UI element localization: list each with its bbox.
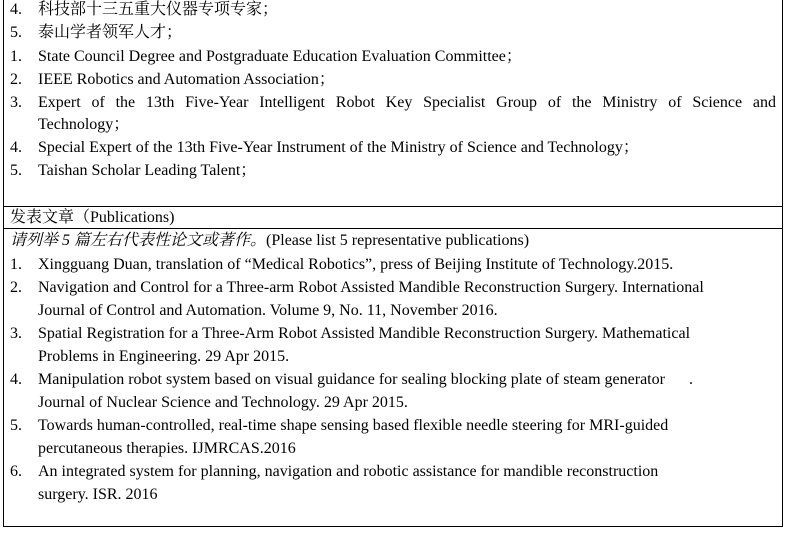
item-text: State Council Degree and Postgraduate Education Evaluation Committee； <box>38 48 522 65</box>
item-number: 4. <box>10 1 22 18</box>
item-text: Spatial Registration for a Three-Arm Robot Assisted Mandible Reconstruction Surgery. Mathematical <box>38 325 691 342</box>
instruction-en: (Please list 5 representative publications) <box>266 232 530 249</box>
item-text: An integrated system for planning, navigation and robotic assistance for mandible reconstruction <box>38 463 659 480</box>
instruction <box>10 230 529 252</box>
item-text: Navigation and Control for a Three-arm Robot Assisted Mandible Reconstruction Surgery. International <box>38 279 704 296</box>
item-text: Towards human-controlled, real-time shape sensing based flexible needle steering for MRI-guided <box>38 417 669 434</box>
item-number: 2. <box>10 279 22 296</box>
item-text: Xingguang Duan, translation of “Medical Robotics”, press of Beijing Institute of Technology.2015. <box>38 256 674 273</box>
item-text: Expert of the 13th Five-Year Intelligent Robot Key Specialist Group of the Ministry of Science and <box>38 94 776 111</box>
item-number: 5. <box>10 24 22 41</box>
honors-section <box>4 0 782 207</box>
item-number: 2. <box>10 71 22 88</box>
item-number: 6. <box>10 463 22 480</box>
item-number: 4. <box>10 371 22 388</box>
item-number: 1. <box>10 48 22 65</box>
item-text: Taishan Scholar Leading Talent； <box>38 162 257 179</box>
item-number: 3. <box>10 325 22 342</box>
publications-section <box>4 229 782 527</box>
item-number: 1. <box>10 256 22 273</box>
item-text: Manipulation robot system based on visual guidance for sealing blocking plate of steam generator . <box>38 371 693 388</box>
item-text-continued: Journal of Control and Automation. Volume 9, No. 11, November 2016. <box>38 302 498 319</box>
item-text-continued: Journal of Nuclear Science and Technology. 29 Apr 2015. <box>38 394 408 411</box>
item-text-continued: Technology； <box>38 116 130 133</box>
document-table <box>3 0 783 527</box>
item-number: 5. <box>10 162 22 179</box>
item-text: Special Expert of the 13th Five-Year Instrument of the Ministry of Science and Technology； <box>38 139 639 156</box>
item-number: 3. <box>10 94 22 111</box>
item-text-continued: surgery. ISR. 2016 <box>38 486 158 503</box>
section-title: 发表文章（Publications) <box>10 209 175 226</box>
item-text-continued: Problems in Engineering. 29 Apr 2015. <box>38 348 290 365</box>
item-text: 泰山学者领军人才； <box>38 24 183 41</box>
item-text: IEEE Robotics and Automation Association； <box>38 71 335 88</box>
item-text-continued: percutaneous therapies. IJMRCAS.2016 <box>38 440 296 457</box>
item-number: 4. <box>10 139 22 156</box>
item-text: 科技部十三五重大仪器专项专家； <box>38 1 279 18</box>
item-number: 5. <box>10 417 22 434</box>
publications-header-row <box>4 207 782 229</box>
instruction-cn: 请列举 5 篇左右代表性论文或著作。 <box>10 232 267 249</box>
